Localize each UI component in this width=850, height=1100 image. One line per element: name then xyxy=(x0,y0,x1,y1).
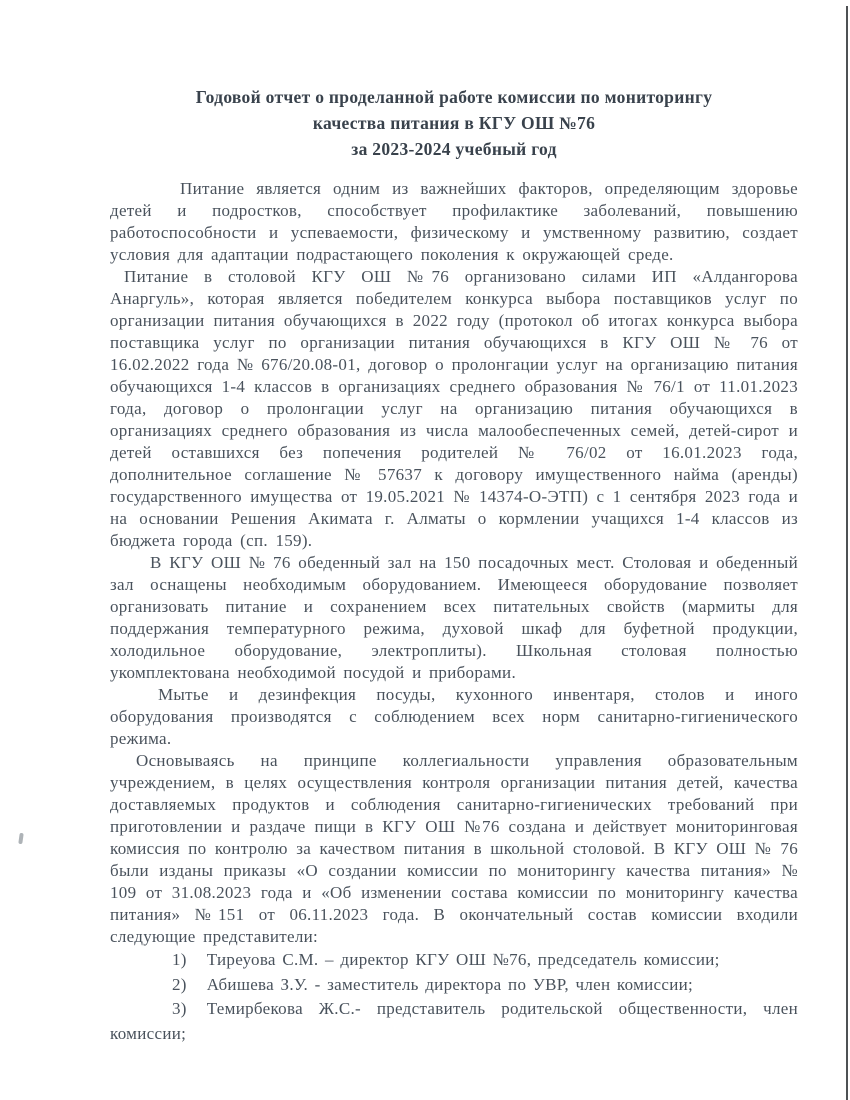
list-item-number: 2) xyxy=(172,974,187,994)
scan-edge-line-artifact xyxy=(846,6,848,1100)
list-item-text: Тиреуова С.М. – директор КГУ ОШ №76, председатель комиссии; xyxy=(206,950,720,969)
list-item-number: 3) xyxy=(172,999,187,1018)
paragraph-dining-hall-equipment: В КГУ ОШ № 76 обеденный зал на 150 посадочных мест. Столовая и обеденный зал оснащены необходимым оборудованием. Имеющееся оборудование позволяет организовать питание и сохранением всех питательных свойств (мармиты для поддержания температурного режима, духовой шкаф для буфетной продукции, холодильное оборудование, электроплиты). Школьная столовая полностью укомплектована необходимой посудой и приборами. xyxy=(110,553,798,682)
paragraph-nutrition-importance: Питание является одним из важнейших факторов, определяющим здоровье детей и подростков, способствует профилактике заболеваний, повышению работоспособности и успеваемости, физическому и умственному развитию, создает условия для адаптации подрастающего поколения к окружающей среде. xyxy=(110,179,798,264)
title-line-2: качества питания в КГУ ОШ №76 xyxy=(312,113,596,133)
paragraph-sanitary-regime: Мытье и дезинфекция посуды, кухонного инвентаря, столов и иного оборудования производятся с соблюдением всех норм санитарно-гигиенического режима. xyxy=(110,685,798,748)
document-title xyxy=(110,84,798,162)
list-item-text: Абишева З.У. - заместитель директора по УВР, член комиссии; xyxy=(206,974,694,994)
list-item-text: Темирбекова Ж.С.- представитель родительской общественности, член комиссии; xyxy=(110,999,798,1043)
paragraph-commission-creation: Основываясь на принципе коллегиальности управления образовательным учреждением, в целях осуществления контроля организации питания детей, качества доставляемых продуктов и соблюдения санитарно-гигиенических требований при приготовлении и раздаче пищи в КГУ ОШ №76 создана и действует мониторинговая комиссия по контролю за качеством питания в школьной столовой. В КГУ ОШ № 76 были изданы приказы «О создании комиссии по мониторингу качества питания» № 109 от 31.08.2023 года и «Об изменении состава комиссии по мониторингу качества питания» №151 от 06.11.2023 года. В окончательный состав комиссии входили следующие представители: xyxy=(110,751,798,946)
document-page xyxy=(110,84,798,1046)
title-line-3: за 2023-2024 учебный год xyxy=(351,139,557,159)
paragraph-catering-provider: Питание в столовой КГУ ОШ №76 организовано силами ИП «Алдангорова Анаргуль», которая является победителем конкурса выбора поставщиков услуг по организации питания обучающихся в 2022 году (протокол об итогах конкурса выбора поставщика услуг по организации питания обучающихся в КГУ ОШ № 76 от 16.02.2022 года № 676/20.08-01, договор о пролонгации услуг на организацию питания обучающихся 1-4 классов в организациях среднего образования № 76/1 от 11.01.2023 года, договор о пролонгации услуг на организацию питания обучающихся в организациях среднего образования из числа малообеспеченных семей, детей-сирот и детей оставшихся без попечения родителей № 76/02 от 16.01.2023 года, дополнительное соглашение № 57637 к договору имущественного найма (аренды) государственного имущества от 19.05.2021 № 14374-О-ЭТП) с 1 сентября 2023 года и на основании Решения Акимата г. Алматы о кормлении учащихся 1-4 классов из бюджета города (сп. 159). xyxy=(110,267,798,550)
commission-members-list xyxy=(110,948,798,1046)
list-item xyxy=(110,973,798,998)
scan-speck-artifact xyxy=(18,833,23,844)
list-item xyxy=(110,948,798,973)
list-item xyxy=(110,997,798,1046)
title-line-1: Годовой отчет о проделанной работе комиссии по мониторингу xyxy=(195,87,713,107)
list-item-number: 1) xyxy=(172,950,187,969)
